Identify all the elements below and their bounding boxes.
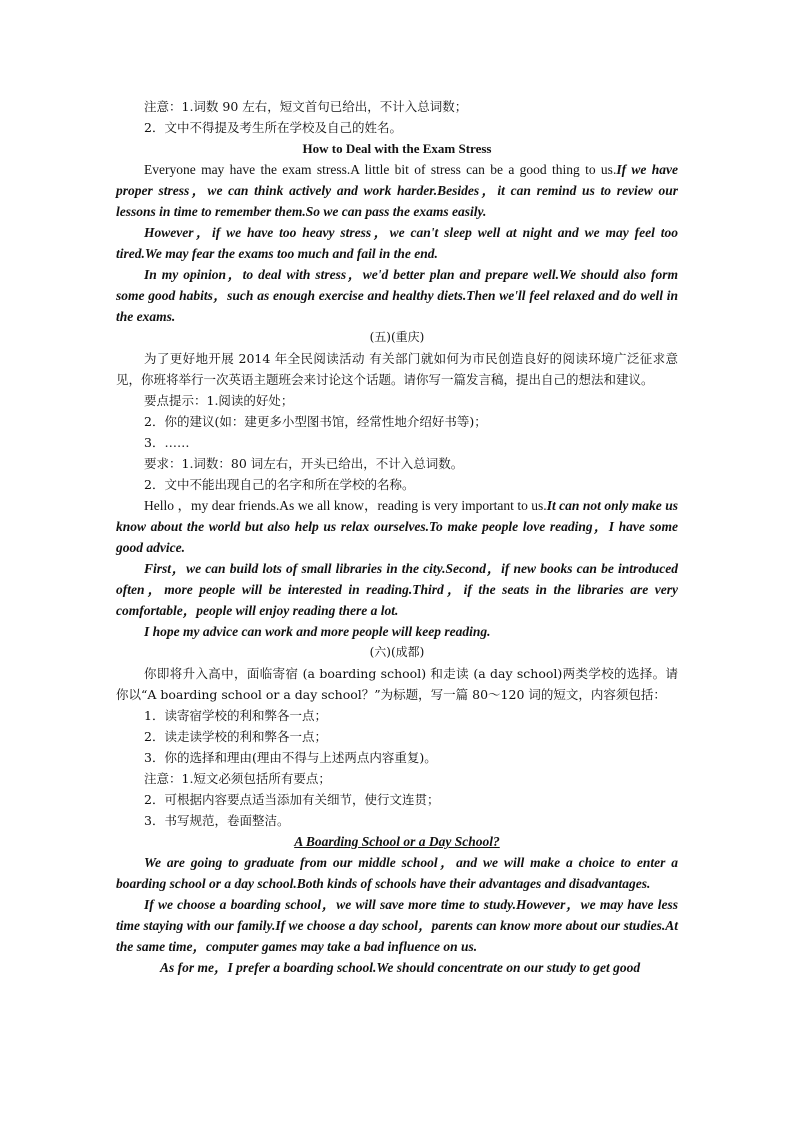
task6-note-2: 2．可根据内容要点适当添加有关细节，使行文连贯； (144, 792, 440, 807)
task5-point-2: 2．你的建议(如：建更多小型图书馆，经常性地介绍好书等)； (144, 414, 487, 429)
task6-paragraph-2: If we choose a boarding school，we will save more time to study.However，we may have less time staying with our family.If we choose a day school，parents can know more about our studies.At the same time，computer games may take a bad influence on us. (116, 897, 678, 954)
task4-paragraph-1 (116, 159, 678, 222)
task6-item-3: 3．你的选择和理由(理由不得与上述两点内容重复)。 (144, 750, 437, 765)
task4-note-2: 2．文中不得提及考生所在学校及自己的姓名。 (144, 120, 402, 135)
task5-point-1: 要点提示：1.阅读的好处； (144, 393, 294, 408)
task6-prompt: 你即将升入高中，面临寄宿 (a boarding school) 和走读 (a day school)两类学校的选择。请你以“A boarding school or a day school？”为标题，写一篇 80～120 词的短文，内容须包括： (116, 666, 678, 702)
task6-heading: (六)(成都) (369, 645, 425, 659)
task4-note-1: 注意：1.词数 90 左右，短文首句已给出，不计入总词数； (144, 99, 468, 114)
task4-essay-title: How to Deal with the Exam Stress (302, 141, 492, 156)
task5-requirement-2: 2．文中不能出现自己的名字和所在学校的名称。 (144, 477, 415, 492)
task5-point-3: 3．…… (144, 435, 190, 450)
task5-paragraph-1 (116, 495, 678, 558)
task4-p1-given: Everyone may have the exam stress.A little bit of stress can be a good thing to us. (144, 162, 617, 177)
task5-prompt: 为了更好地开展 2014 年全民阅读活动 有关部门就如何为市民创造良好的阅读环境广泛征求意见，你班将举行一次英语主题班会来讨论这个话题。请你写一篇发言稿，提出自己的想法和建议。 (116, 351, 678, 387)
task6-item-2: 2．读走读学校的利和弊各一点； (144, 729, 327, 744)
task5-requirement-1: 要求：1.词数：80 词左右，开头已给出，不计入总词数。 (144, 456, 464, 471)
task5-paragraph-2: First，we can build lots of small libraries in the city.Second，if new books can be introduced often，more people will be interested in reading.Third，if the seats in the libraries are very comfortable，people will enjoy reading there a lot. (116, 561, 678, 618)
task6-paragraph-1: We are going to graduate from our middle school，and we will make a choice to enter a boarding school or a day school.Both kinds of schools have their advantages and disadvantages. (116, 855, 678, 891)
task5-paragraph-3: I hope my advice can work and more people will keep reading. (144, 624, 491, 639)
task6-item-1: 1．读寄宿学校的利和弊各一点； (144, 708, 327, 723)
task5-p1-answer: It can not only make us know about the world but also help us relax ourselves.To make people love reading，I have some good advice. (116, 498, 678, 555)
task6-essay-title: A Boarding School or a Day School? (294, 834, 500, 849)
task5-p1-given: Hello ，my dear friends.As we all know，reading is very important to us. (144, 498, 547, 513)
task5-heading: (五)(重庆) (369, 330, 425, 344)
task6-note-3: 3．书写规范，卷面整洁。 (144, 813, 290, 828)
task4-paragraph-3: In my opinion，to deal with stress，we'd better plan and prepare well.We should also form some good habits，such as enough exercise and healthy diets.Then we'll feel relaxed and do well in the exams. (116, 267, 678, 324)
task6-paragraph-3: As for me，I prefer a boarding school.We should concentrate on our study to get good (160, 960, 641, 975)
task6-note-1: 注意：1.短文必须包括所有要点； (144, 771, 331, 786)
task4-paragraph-2: However，if we have too heavy stress，we can't sleep well at night and we may feel too tired.We may fear the exams too much and fail in the end. (116, 225, 678, 261)
document-page (116, 96, 678, 978)
task4-p1-answer: If we have proper stress，we can think actively and work harder.Besides，it can remind us to review our lessons in time to remember them.So we can pass the exams easily. (116, 162, 678, 219)
